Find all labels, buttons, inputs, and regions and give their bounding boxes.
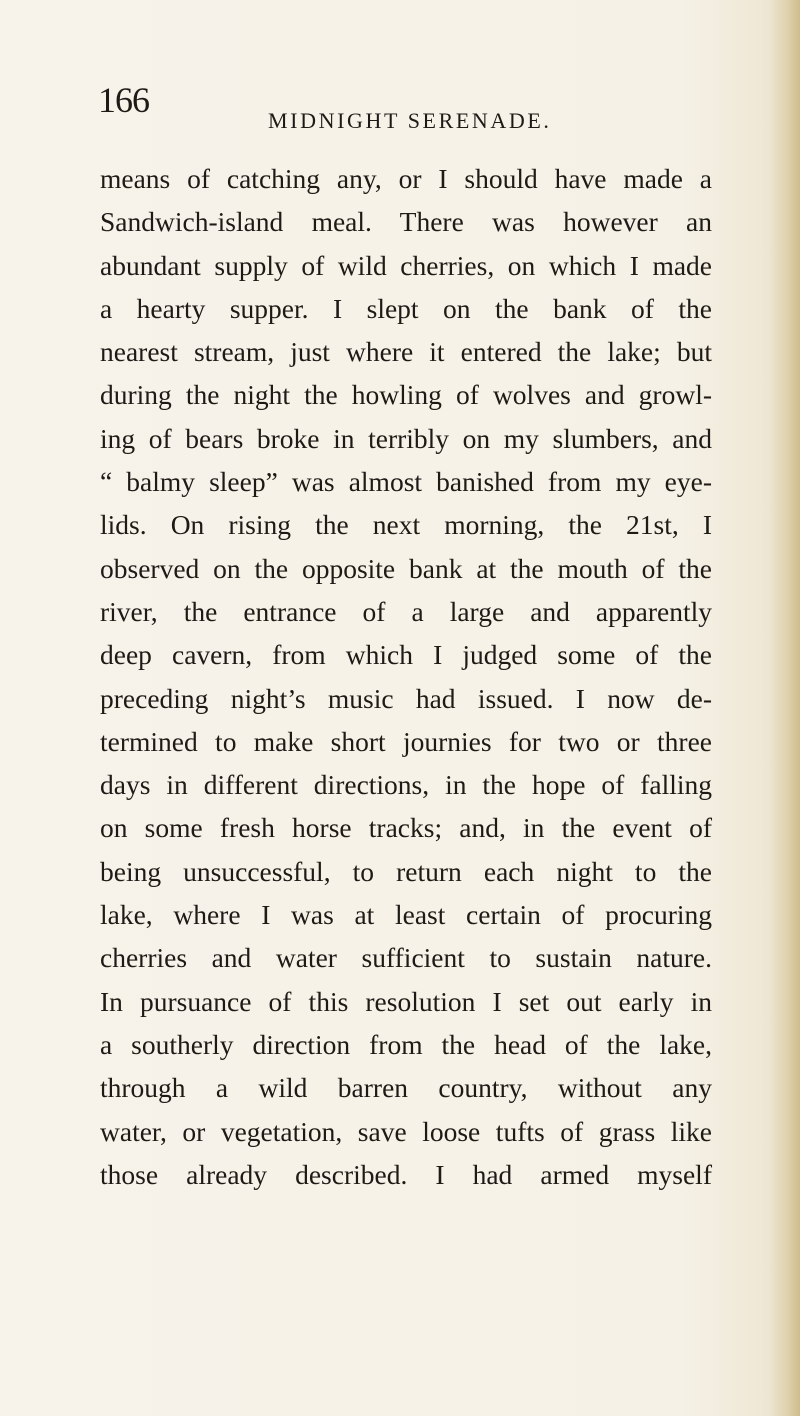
- text-line: abundant supply of wild cherries, on which I made: [100, 249, 712, 281]
- text-line: In pursuance of this resolution I set out early in: [100, 985, 712, 1017]
- text-line: during the night the howling of wolves and growl-: [100, 379, 712, 411]
- text-line: river, the entrance of a large and apparently: [100, 595, 712, 627]
- text-line: days in different directions, in the hope of falling: [100, 769, 712, 801]
- text-line: preceding night’s music had issued. I now de-: [100, 682, 712, 714]
- text-line: on some fresh horse tracks; and, in the event of: [100, 812, 712, 844]
- text-line: lake, where I was at least certain of procuring: [100, 899, 712, 931]
- text-line: means of catching any, or I should have made a: [100, 163, 712, 194]
- text-line: Sandwich-island meal. There was however an: [100, 206, 712, 238]
- text-line: a southerly direction from the head of the lake,: [100, 1028, 712, 1060]
- page-number: 166: [98, 80, 149, 120]
- text-line: observed on the opposite bank at the mouth of the: [100, 552, 712, 584]
- text-line: those already described. I had armed myself: [100, 1158, 712, 1190]
- text-line: nearest stream, just where it entered the lake; but: [100, 336, 712, 368]
- text-line: cherries and water sufficient to sustain nature.: [100, 942, 712, 974]
- text-line: being unsuccessful, to return each night to the: [100, 855, 712, 887]
- text-line: deep cavern, from which I judged some of the: [100, 639, 712, 671]
- text-line: water, or vegetation, save loose tufts of grass like: [100, 1115, 712, 1147]
- text-line: through a wild barren country, without any: [100, 1072, 712, 1104]
- page-edge-shading: [770, 0, 800, 1416]
- body-text: [100, 157, 712, 1196]
- text-line: ing of bears broke in terribly on my slumbers, and: [100, 422, 712, 454]
- text-line: lids. On rising the next morning, the 21st, I: [100, 509, 712, 541]
- text-line: termined to make short journies for two or three: [100, 725, 712, 757]
- running-title: MIDNIGHT SERENADE.: [268, 108, 552, 133]
- text-line: a hearty supper. I slept on the bank of the: [100, 292, 712, 324]
- text-line: “ balmy sleep” was almost banished from my eye-: [100, 466, 712, 498]
